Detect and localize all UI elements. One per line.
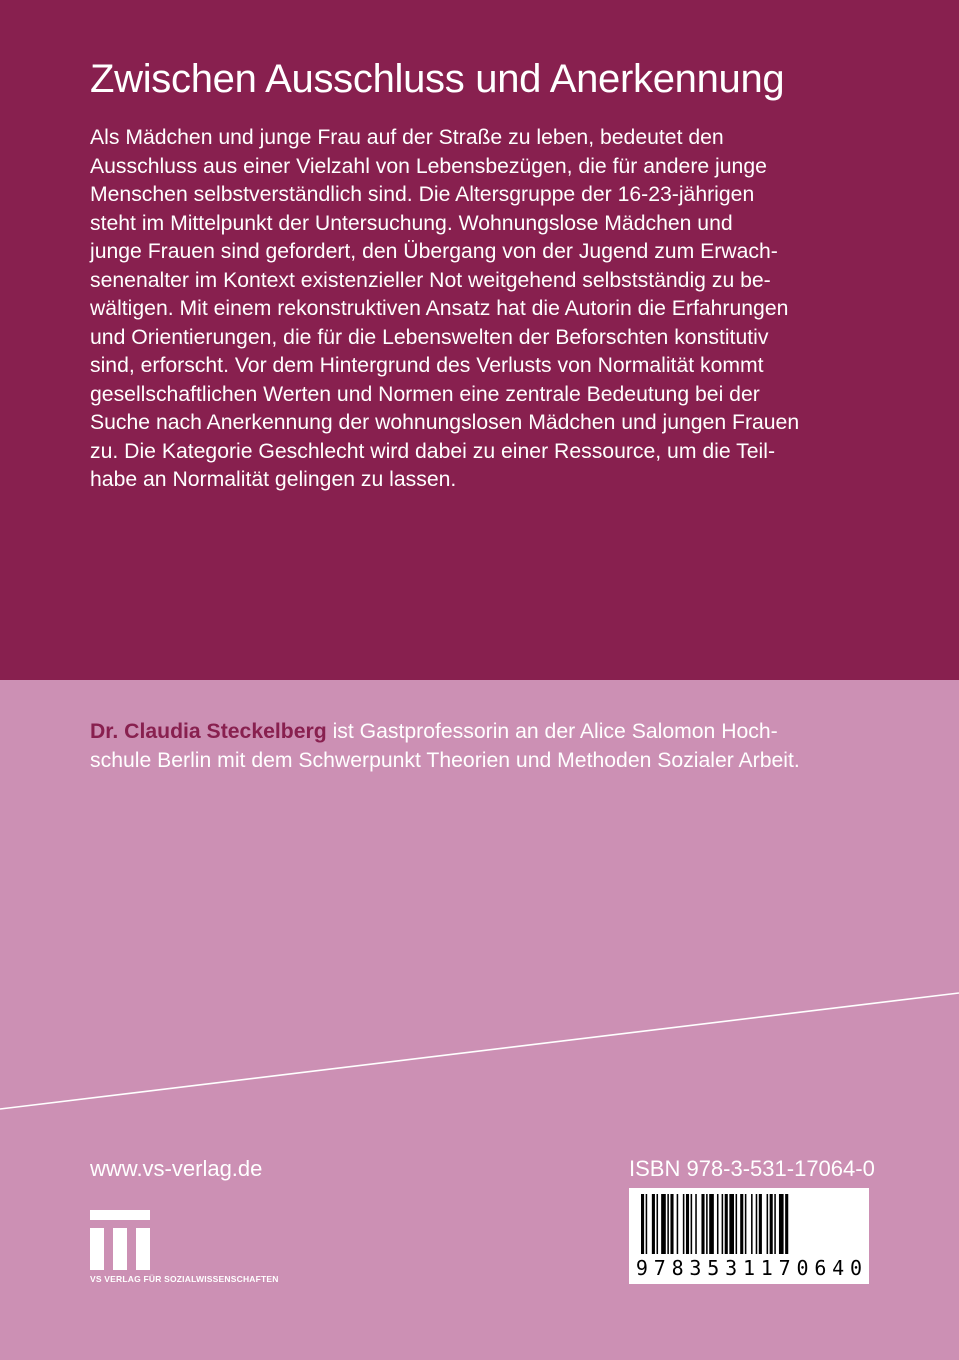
barcode-bar [756, 1194, 758, 1254]
barcode-bar [709, 1194, 714, 1254]
author-name: Dr. Claudia Steckelberg [90, 720, 327, 743]
barcode-bar [691, 1194, 693, 1254]
barcode-bar [774, 1194, 776, 1254]
barcode-bar [767, 1194, 769, 1254]
barcode-bar [677, 1194, 679, 1254]
barcode-bar [785, 1194, 788, 1254]
barcode-digit: 0 [796, 1256, 809, 1280]
barcode-digit: 6 [814, 1256, 827, 1280]
barcode-digit: 1 [760, 1256, 773, 1280]
barcode-digit: 1 [742, 1256, 755, 1280]
barcode-bar [667, 1194, 669, 1254]
barcode-digit: 9 [635, 1256, 648, 1280]
description-line: sind, erforscht. Vor dem Hintergrund des Verlusts von Normalität kommt [90, 354, 764, 377]
description-line: Suche nach Anerkennung der wohnungslosen Mädchen und jungen Frauen [90, 411, 800, 434]
bio-line-2: schule Berlin mit dem Schwerpunkt Theorien und Methoden Sozialer Arbeit. [90, 748, 800, 772]
isbn-label: ISBN 978-3-531-17064-0 [629, 1156, 875, 1181]
barcode-bar [701, 1194, 704, 1254]
description-line: Ausschluss aus einer Vielzahl von Lebensbezügen, die für andere junge [90, 154, 767, 178]
description-line: senenalter im Kontext existenzieller Not weitgehend selbstständig zu be- [90, 268, 771, 292]
bio-line-1 [90, 718, 870, 747]
description-line: wältigen. Mit einem rekonstruktiven Ansatz hat die Autorin die Erfahrungen [90, 297, 789, 320]
barcode-digit: 7 [778, 1256, 791, 1280]
barcode-bar [646, 1194, 648, 1254]
barcode-bar [652, 1194, 655, 1254]
description-line: Menschen selbstverständlich sind. Die Altersgruppe der 16-23-jährigen [90, 183, 755, 206]
barcode-bar [683, 1194, 685, 1254]
description-line: gesellschaftlichen Werten und Normen eine zentrale Bedeutung bei der [90, 382, 760, 406]
barcode-bar [779, 1194, 784, 1254]
description-line: steht im Mittelpunkt der Untersuchung. Wohnungslose Mädchen und [90, 211, 733, 235]
barcode-bar [736, 1194, 738, 1254]
barcode-bar [686, 1194, 689, 1254]
barcode-digit: 7 [653, 1256, 666, 1280]
description-line: Als Mädchen und junge Frau auf der Straße zu leben, bedeutet den [90, 126, 724, 149]
barcode-bar [759, 1194, 762, 1254]
barcode-bar [751, 1194, 753, 1254]
barcode [629, 1188, 869, 1284]
barcode-bar [706, 1194, 708, 1254]
barcode-bar [722, 1194, 724, 1254]
barcode-bar [725, 1194, 728, 1254]
barcode-digit: 4 [832, 1256, 845, 1280]
book-title: Zwischen Ausschluss und Anerkennung [90, 57, 785, 101]
author-bio [90, 718, 870, 775]
diagonal-divider-line [0, 975, 959, 1115]
barcode-bar [740, 1194, 743, 1254]
barcode-digit: 8 [671, 1256, 684, 1280]
book-description [90, 124, 866, 495]
barcode-bar [670, 1194, 673, 1254]
barcode-digit: 3 [689, 1256, 702, 1280]
barcode-bar [770, 1194, 773, 1254]
publisher-url[interactable]: www.vs-verlag.de [90, 1156, 263, 1181]
bio-line-1-text: ist Gastprofessorin an der Alice Salomon Hoch- [326, 720, 778, 743]
barcode-digits [629, 1254, 869, 1282]
barcode-bar [729, 1194, 734, 1254]
barcode-digit: 5 [707, 1256, 720, 1280]
description-line: und Orientierungen, die für die Lebenswelten der Beforschten konstitutiv [90, 325, 769, 349]
barcode-bar [695, 1194, 697, 1254]
description-line: zu. Die Kategorie Geschlecht wird dabei zu einer Ressource, um die Teil- [90, 439, 776, 463]
barcode-digit: 0 [850, 1256, 863, 1280]
description-line: habe an Normalität gelingen zu lassen. [90, 468, 457, 491]
barcode-digit: 3 [725, 1256, 738, 1280]
barcode-bar [657, 1194, 659, 1254]
description-line: junge Frauen sind gefordert, den Übergang von der Jugend zum Erwach- [90, 240, 778, 263]
barcode-bar [717, 1194, 719, 1254]
barcode-bar [641, 1194, 644, 1254]
publisher-logo-text: VS VERLAG FÜR SOZIALWISSENSCHAFTEN [90, 1274, 279, 1284]
barcode-bar [745, 1194, 747, 1254]
barcode-bar [661, 1194, 666, 1254]
